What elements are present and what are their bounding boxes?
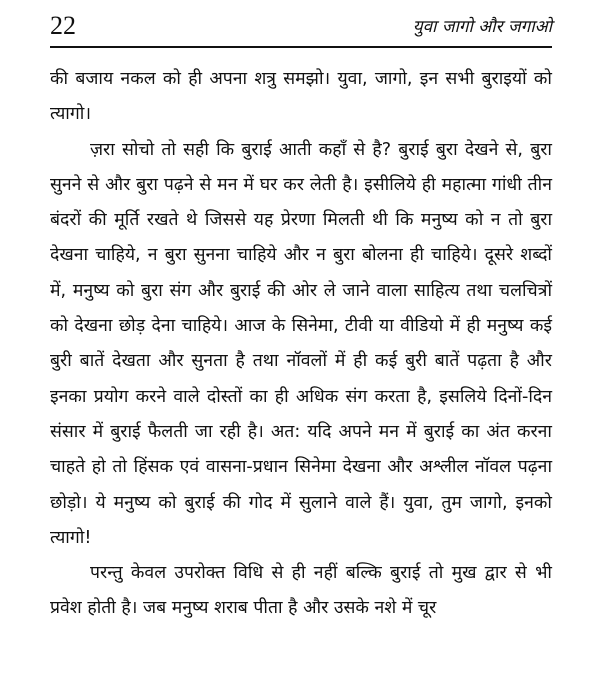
paragraph-continuation: की बजाय नकल को ही अपना शत्रु समझो। युवा, जागो, इन सभी बुराइयों को त्यागो। bbox=[50, 69, 552, 125]
page-header bbox=[50, 0, 552, 40]
paragraph: ज़रा सोचो तो सही कि बुराई आती कहाँ से है? बुराई बुरा देखने से, बुरा सुनने से और बुरा पढ़ने से मन में घर कर लेती है। इसीलिये ही महात्मा गांधी तीन बंदरों की मूर्ति रखते थे जिससे यह प्रेरणा मिलती थी कि मनुष्य को न तो बुरा देखना चाहिये, न बुरा सुनना चाहिये और न बुरा बोलना ही चाहिये। दूसरे शब्दों में, मनुष्य को बुरा संग और बुराई की ओर ले जाने वाला साहित्य तथा चलचित्रों को देखना छोड़ देना चाहिये। आज के सिनेमा, टीवी या वीडियो में ही मनुष्य कई बुरी बातें देखता और सुनता है तथा नॉवलों में ही कई बुरी बातें पढ़ता है और इनका प्रयोग करने वाले दोस्तों का ही अधिक संग करता है, इसलिये दिनों-दिन संसार में बुराई फैलती जा रही है। अत: यदि अपने मन में बुराई का अंत करना चाहते हो तो हिंसक एवं वासना-प्रधान सिनेमा देखना और अश्लील नॉवल पढ़ना छोड़ो। ये मनुष्य को बुराई की गोद में सुलाने वाले हैं। युवा, तुम जागो, इनको त्यागो! bbox=[50, 139, 552, 548]
header-rule bbox=[50, 46, 552, 48]
running-title: युवा जागो और जगाओ bbox=[412, 17, 552, 37]
page-number: 22 bbox=[50, 11, 76, 40]
paragraph: परन्तु केवल उपरोक्त विधि से ही नहीं बल्कि बुराई तो मुख द्वार से भी प्रवेश होती है। जब मनुष्य शराब पीता है और उसके नशे में चूर bbox=[50, 563, 552, 619]
body-text bbox=[50, 62, 552, 627]
